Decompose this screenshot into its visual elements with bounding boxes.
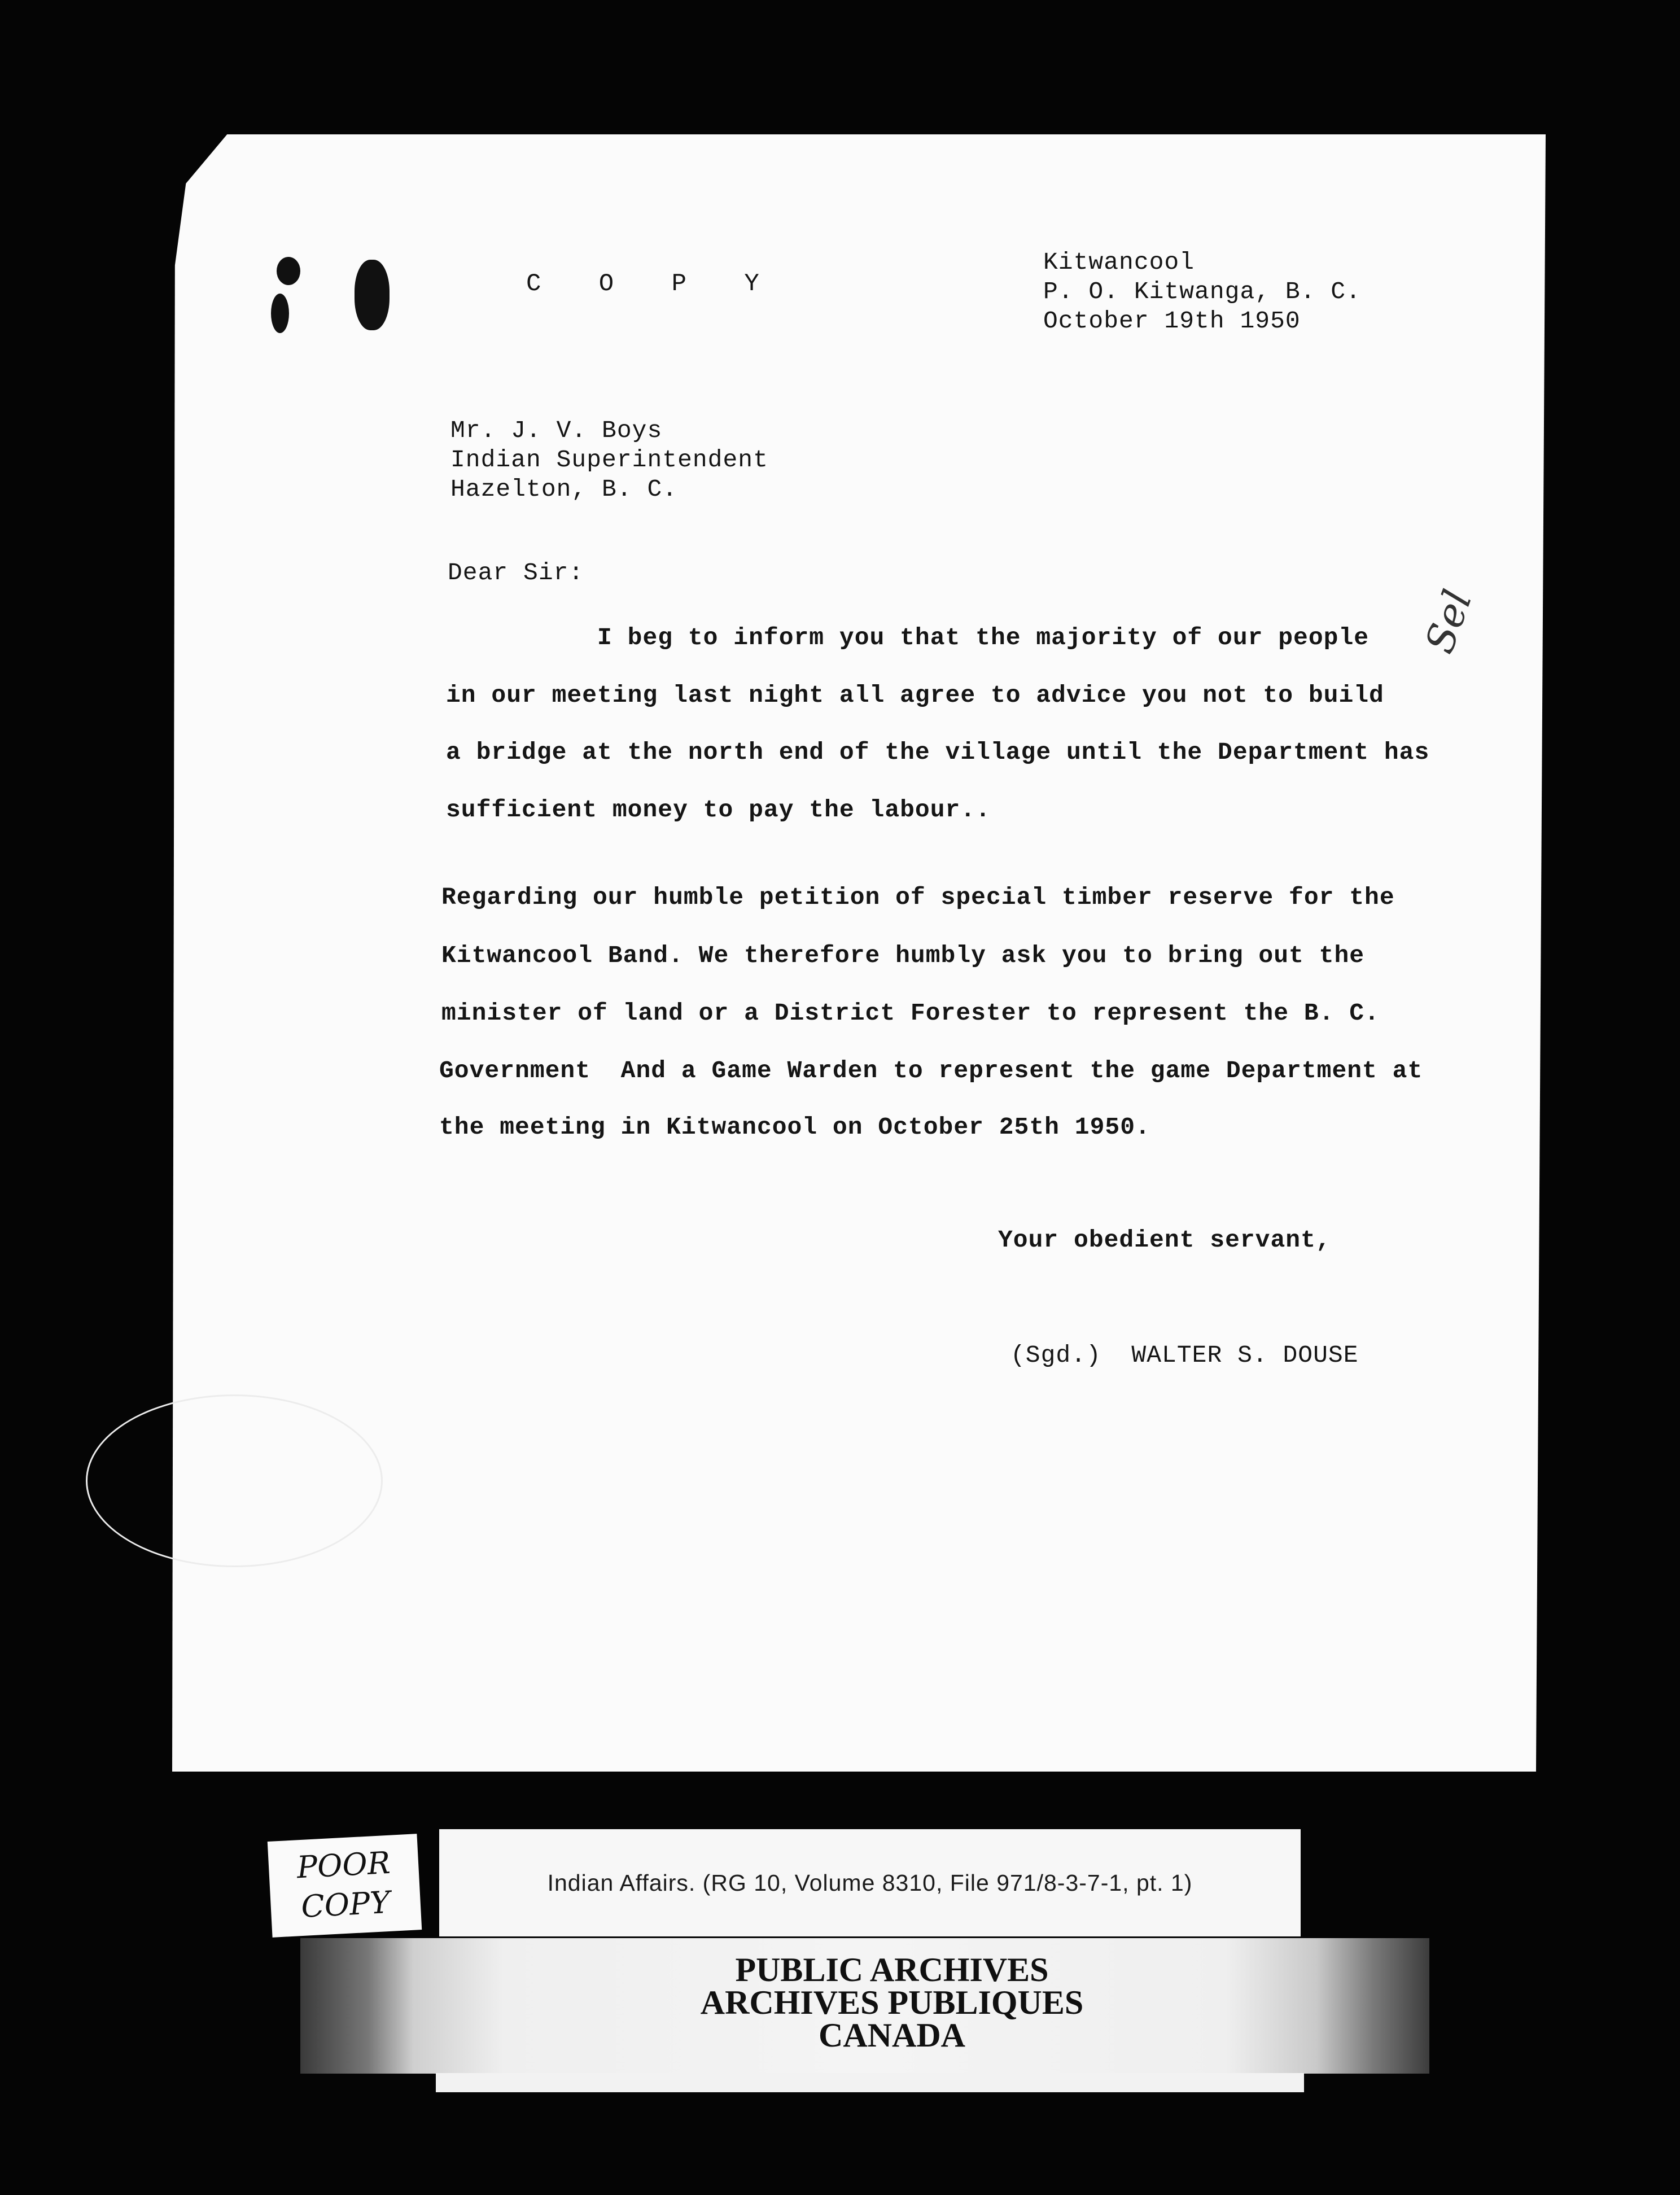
poor-copy-line: COPY: [300, 1884, 391, 1925]
body-line: Regarding our humble petition of special timber reserve for the: [441, 884, 1395, 911]
punch-hole-mark: [271, 294, 289, 333]
bottom-bar: [436, 2073, 1304, 2092]
body-line: I beg to inform you that the majority of our people: [446, 624, 1370, 651]
copy-heading: C O P Y: [526, 270, 781, 298]
archive-line: ARCHIVES PUBLIQUES: [700, 1984, 1084, 2021]
body-line: Government And a Game Warden to represent the game Department at: [439, 1057, 1423, 1085]
body-line: minister of land or a District Forester to represent the B. C.: [441, 999, 1380, 1027]
recipient-line: Mr. J. V. Boys: [450, 417, 663, 444]
body-line: a bridge at the north end of the village until the Department has: [446, 738, 1430, 766]
recipient-line: Indian Superintendent: [450, 446, 768, 474]
body-line: in our meeting last night all agree to advice you not to build: [446, 681, 1384, 709]
punch-hole-mark: [355, 260, 390, 330]
reference-text: Indian Affairs. (RG 10, Volume 8310, File 971/8-3-7-1, pt. 1): [547, 1869, 1193, 1896]
body-line: Kitwancool Band. We therefore humbly ask you to bring out the: [441, 942, 1365, 969]
poor-copy-line: POOR: [296, 1844, 391, 1886]
reference-label: [439, 1829, 1301, 1936]
body-line: sufficient money to pay the labour..: [446, 796, 991, 824]
poor-copy-label: [268, 1834, 422, 1938]
salutation: Dear Sir:: [448, 559, 584, 587]
recipient-line: Hazelton, B. C.: [450, 475, 678, 503]
faint-stamp: [86, 1394, 383, 1567]
margin-annotation: Sel: [1416, 584, 1481, 659]
archive-line: PUBLIC ARCHIVES: [735, 1951, 1049, 1988]
archive-label: [581, 1953, 1202, 2052]
letter-date: October 19th 1950: [1043, 307, 1301, 335]
body-line: the meeting in Kitwancool on October 25th 1950.: [439, 1113, 1150, 1141]
archive-line: CANADA: [819, 2017, 965, 2054]
closing: Your obedient servant,: [998, 1226, 1331, 1254]
address-line: Kitwancool: [1043, 248, 1195, 276]
signature: (Sgd.) WALTER S. DOUSE: [1010, 1341, 1359, 1369]
address-line: P. O. Kitwanga, B. C.: [1043, 278, 1361, 305]
punch-hole-mark: [277, 257, 300, 285]
